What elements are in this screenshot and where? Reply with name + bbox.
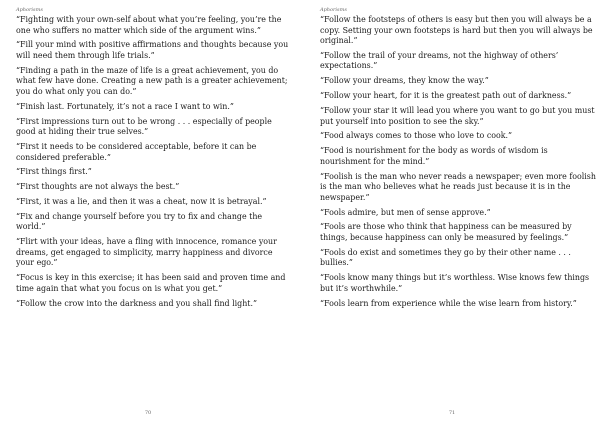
quote: “Fools are those who think that happiness can be measured by things, because happiness can only be measured by feelings.” [320, 222, 572, 242]
quote: “Follow your star it will lead you where you want to go but you must put yourself into position to see the sky.” [320, 106, 595, 126]
quote: “First impressions turn out to be wrong . . . especially of people good at hiding their true selves.” [16, 116, 272, 137]
quote: “Follow the crow into the darkness and you shall find light.” [16, 298, 257, 308]
page-number: 71 [448, 410, 456, 416]
quote: “Fix and change yourself before you try to fix and change the world.” [16, 211, 263, 232]
quote: “First things first.” [16, 167, 92, 177]
quote: “Follow your heart, for it is the greatest path out of darkness.” [320, 91, 572, 101]
quote: “Follow the trail of your dreams, not the highway of others’ expectations.” [320, 50, 559, 71]
running-head: Aphorisms [320, 7, 347, 13]
right-page [304, 0, 600, 424]
quote: “First it needs to be considered acceptable, before it can be considered preferable.” [16, 141, 257, 162]
quote: “Fighting with your own-self about what you’re feeling, you’re the one who suffers no matter which side of the argument wins.” [16, 15, 282, 35]
quote: “Fools know many things but it’s worthless. Wise knows few things but it’s worthwhile.” [320, 273, 590, 293]
quote: “Finding a path in the maze of life is a great achievement, you do what few have done. Creating a new path is a greater achievement; you do what only you can do.” [16, 65, 288, 96]
quote: “Follow the footsteps of others is easy but then you will always be a copy. Setting your own footsteps is hard but then you will always be original.” [320, 15, 593, 46]
quote: “First, it was a lie, and then it was a cheat, now it is betrayal.” [16, 197, 267, 207]
quote: “Fill your mind with positive affirmations and thoughts because you will need them through life trials.” [16, 40, 289, 60]
quote: “Fools admire, but men of sense approve.” [320, 207, 491, 217]
quote: “Foolish is the man who never reads a newspaper; even more foolish is the man who believes what he reads just because it is in the newspaper.” [320, 171, 596, 202]
quote: “Food always comes to those who love to cook.” [320, 131, 513, 141]
quote: “Focus is key in this exercise; it has been said and proven time and time again that what you focus on is what you get.” [16, 273, 286, 293]
quote: “First thoughts are not always the best.” [16, 182, 180, 192]
quote: “Fools learn from experience while the wise learn from history.” [320, 298, 577, 308]
quote: “Fools do exist and sometimes they go by their other name . . . bullies.” [320, 247, 571, 268]
quote: “Follow your dreams, they know the way.” [320, 76, 489, 86]
quote: “Food is nourishment for the body as words of wisdom is nourishment for the mind.” [320, 146, 548, 166]
running-head: Aphorisms [16, 7, 43, 13]
left-page [0, 0, 296, 424]
quote: “Finish last. Fortunately, it’s not a race I want to win.” [16, 101, 234, 111]
quote-list [16, 15, 292, 313]
quote: “Flirt with your ideas, have a fling with innocence, romance your dreams, get engaged to simplicity, marry happiness and divorce your ego.” [16, 237, 277, 268]
page-number: 70 [144, 410, 152, 416]
quote-list [320, 15, 598, 313]
